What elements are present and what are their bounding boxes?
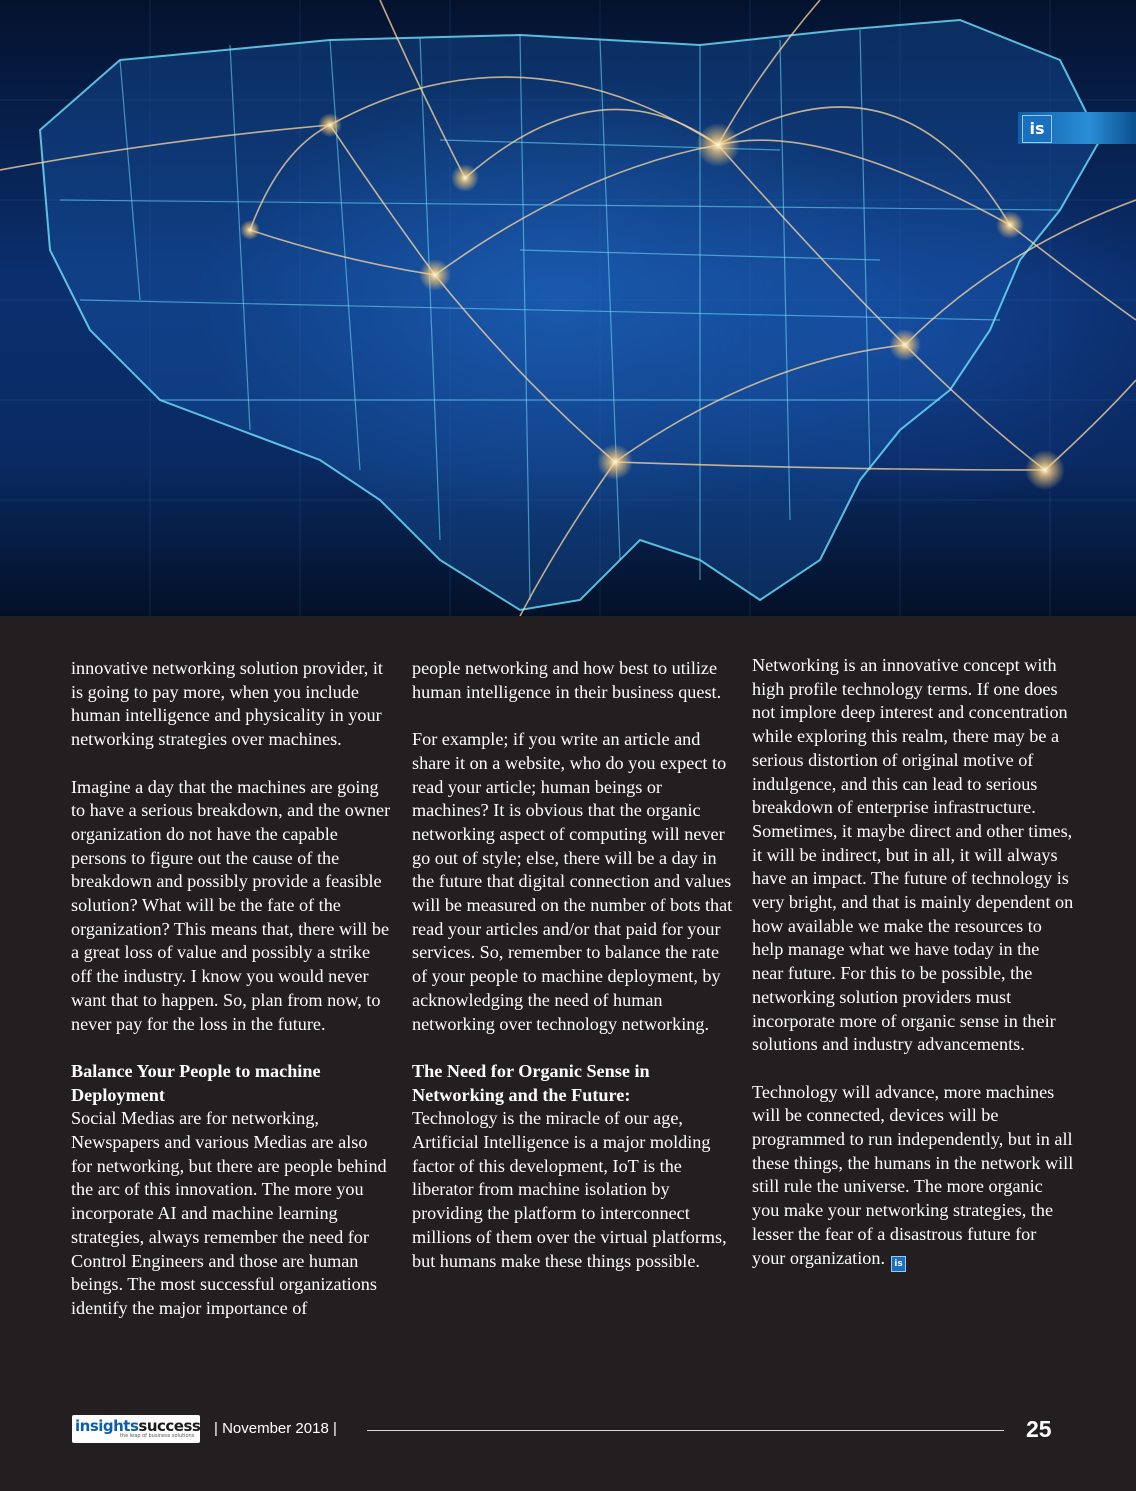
paragraph: Technology is the miracle of our age, Artificial Intelligence is a major molding factor of this development, IoT is the liberator from machine isolation by providing the platform to interconnect millions of them over the virtual platforms, but humans make these things possible. [412,1108,727,1271]
page-number: 25 [1026,1416,1052,1442]
section-heading: Balance Your People to machine Deployment [71,1060,321,1105]
hero-network-map-image [0,0,1136,616]
network-map-illustration [0,0,1136,616]
article-column-1 [71,657,393,1321]
article-column-3 [752,654,1074,1272]
end-mark-icon: is [891,1256,906,1272]
logo-tagline: the leap of business solutions [120,1433,195,1439]
paragraph: Imagine a day that the machines are going to have a serious breakdown, and the owner organization do not have the capable persons to figure out the cause of the breakdown and possibly provide a feasible solution? What will be the fate of the organization? This means that, there will be a great loss of value and possibly a strike off the industry. I know you would never want that to happen. So, plan from now, to never pay for the loss in the future. [71,776,391,1034]
page-footer [0,1410,1136,1450]
issue-date: | November 2018 | [214,1420,337,1437]
paragraph: Social Medias are for networking, Newspapers and various Medias are also for networking, but there are people behind the arc of this innovation. The more you incorporate AI and machine learning strategies, always remember the need for Control Engineers and those are human beings. The most successful organizations identify the major importance of [71,1108,387,1318]
logo-part-2: success [138,1417,201,1435]
footer-divider [367,1430,1004,1431]
paragraph: people networking and how best to utilize human intelligence in their business quest. [412,658,722,702]
article-column-2 [412,657,734,1273]
paragraph: Technology will advance, more machines will be connected, devices will be programmed to run independently, but in all these things, the humans in the network will still rule the universe. The more organic you make your networking strategies, the lesser the fear of a disastrous future for your organization. [752,1081,1074,1268]
paragraph: innovative networking solution provider, it is going to pay more, when you include human intelligence and physicality in your networking strategies over machines. [71,658,383,750]
brand-tab [1018,112,1136,144]
brand-logo-icon: is [1022,115,1052,143]
paragraph: Networking is an innovative concept with high profile technology terms. If one does not implore deep interest and concentration while exploring this realm, there may be a serious distortion of original motive of indulgence, and this can lead to serious breakdown of enterprise infrastructure. Sometimes, it maybe direct and other times, it will be indirect, but in all, it will always have an impact. The future of technology is very bright, and that is mainly dependent on how available we make the resources to help manage what we have today in the near future. For this to be possible, the networking solution providers must incorporate more of organic sense in their solutions and industry advancements. [752,655,1074,1055]
paragraph: For example; if you write an article and share it on a website, who do you expect to read your article; human beings or machines? It is obvious that the organic networking aspect of computing will never go out of style; else, there will be a day in the future that digital connection and values will be measured on the number of bots that read your articles and/or that paid for your services. So, remember to balance the rate of your people to machine deployment, by acknowledging the need of human networking over technology networking. [412,729,733,1034]
section-heading: The Need for Organic Sense in Networking and the Future: [412,1060,650,1105]
insights-success-logo [72,1415,200,1443]
logo-part-1: insights [75,1417,139,1435]
